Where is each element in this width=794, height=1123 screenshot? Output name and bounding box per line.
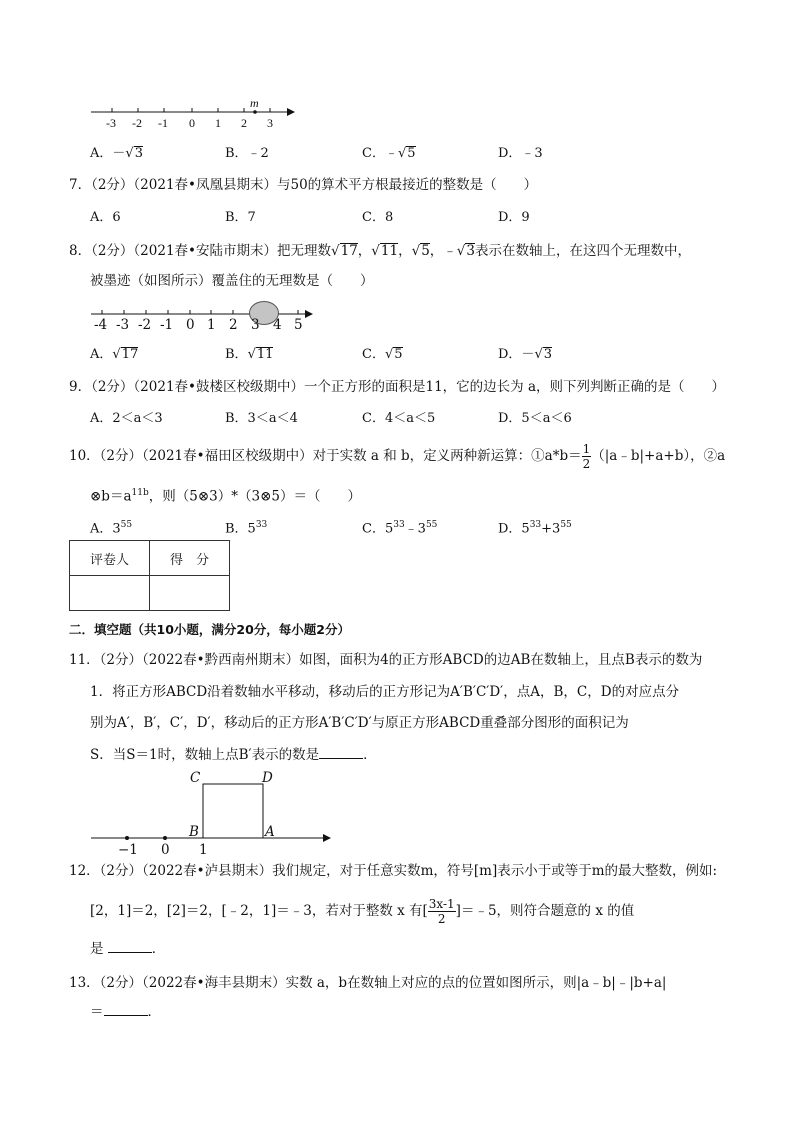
q10-option-b[interactable] (225, 516, 267, 538)
sqrt-symbol: √ (247, 347, 256, 362)
q6-tick: 1 (215, 116, 221, 130)
q7-option-a[interactable]: A．6 (90, 210, 121, 225)
fraction (428, 897, 456, 926)
q8-tick: 4 (273, 317, 282, 333)
score-table (69, 540, 230, 611)
vertex-label-b: B (189, 824, 199, 840)
q8-option-b[interactable] (225, 346, 273, 364)
tick-label-zero: 0 (161, 842, 170, 858)
denominator: 2 (437, 912, 446, 926)
option-label: B． (225, 347, 248, 362)
q12-line1: 12．（2分）（2022春•泸县期末）我们规定，对于任意实数m，符号[m]表示小于或等于m的最大整数，例如: (69, 863, 718, 879)
q8-tick: -4 (94, 317, 108, 333)
option-mid: ﹣3 (404, 521, 426, 537)
denominator: 2 (582, 457, 591, 471)
exponent: 55 (560, 520, 572, 530)
q8-stem-line1 (69, 242, 691, 260)
option-label: A．－ (90, 146, 126, 161)
sqrt-symbol: √ (534, 347, 543, 362)
radicand: 17 (121, 347, 139, 362)
q9-option-c[interactable]: C．4＜a＜5 (362, 411, 436, 426)
stem-text: 10．（2分）（2021春•福田区校级期中）对于实数 a 和 b，定义两种新运算：①a*b＝ (69, 448, 582, 464)
numerator: 3x-1 (428, 897, 455, 911)
sqrt-symbol: √ (371, 243, 380, 259)
radicand: 11 (256, 347, 274, 362)
q6-tick: 0 (189, 116, 195, 130)
answer-blank[interactable] (104, 1003, 148, 1016)
q6-option-b[interactable]: B．﹣2 (225, 146, 269, 161)
q8-tick: -2 (138, 317, 152, 333)
q10-stem-line1 (69, 442, 725, 471)
q6-tick: -2 (132, 116, 142, 130)
q6-tick: -1 (158, 116, 168, 130)
answer-blank[interactable] (319, 746, 363, 759)
q9-option-d[interactable]: D．5＜a＜6 (498, 411, 572, 426)
q10-stem-line2 (90, 484, 361, 506)
q11-line4 (90, 746, 377, 764)
q8-tick: -1 (160, 317, 174, 333)
q8-option-c[interactable] (362, 346, 403, 364)
sqrt-symbol: √ (331, 243, 340, 259)
exponent: 11b (131, 488, 149, 498)
q9-stem: 9．（2分）（2021春•鼓楼区校级期中）一个正方形的面积是11，它的边长为 a，则下列判断正确的是（ ） (69, 379, 726, 395)
stem-text: 表示在数轴上，在这四个无理数中， (475, 243, 691, 259)
q11-line2: 1．将正方形ABCD沿着数轴水平移动，移动后的正方形记为A′B′C′D′，点A，B，C，D的对应点分 (90, 684, 680, 700)
q12-line2 (90, 897, 634, 926)
q8-tick: 0 (186, 317, 195, 333)
option-base: C．5 (362, 521, 394, 537)
exponent: 55 (425, 520, 438, 530)
score-header: 得 分 (150, 541, 230, 576)
grader-cell[interactable] (70, 576, 150, 611)
option-base: A．3 (90, 521, 121, 537)
q10-option-d[interactable] (498, 516, 572, 538)
stem-text: S．当S＝1时，数轴上点B′表示的数是 (90, 747, 320, 763)
sqrt-symbol: √ (411, 243, 421, 259)
q8-tick: 3 (251, 317, 260, 333)
q13-line2 (90, 1003, 161, 1021)
q7-stem: 7．（2分）（2021春•凤凰县期末）与50的算术平方根最接近的整数是（ ） (69, 177, 538, 193)
sqrt-symbol: √ (125, 146, 134, 161)
option-mid: +3 (541, 521, 561, 537)
stem-text: ． (363, 747, 377, 763)
vertex-label-c: C (190, 770, 201, 786)
q6-option-c[interactable] (362, 145, 416, 163)
stem-text: ＝ (90, 1004, 104, 1020)
sqrt-symbol: √ (397, 146, 407, 161)
q10-option-a[interactable] (90, 516, 132, 538)
section-title: 二．填空题（共10小题，满分20分，每小题2分） (69, 622, 350, 637)
q7-option-c[interactable]: C．8 (362, 210, 394, 225)
option-base: B．5 (225, 521, 256, 537)
stem-text: （|a﹣b|+a+b），②a (591, 448, 726, 464)
q6-point-label: m (250, 96, 259, 110)
exponent: 33 (529, 520, 542, 530)
exponent: 33 (255, 520, 268, 530)
q7-option-b[interactable]: B．7 (225, 210, 256, 225)
q13-line1: 13．（2分）（2022春•海丰县期末）实数 a，b在数轴上对应的点的位置如图所示，则|a﹣b|﹣|b+a| (69, 975, 667, 991)
radicand: 17 (340, 243, 358, 259)
radicand: 5 (421, 243, 430, 259)
q11-line1: 11．（2分）（2022春•黔西南州期末）如图，面积为4的正方形ABCD的边AB在数轴上，且点B表示的数为 (69, 652, 703, 668)
q12-line3 (90, 940, 165, 958)
stem-text: 8．（2分）（2021春•安陆市期末）把无理数 (69, 243, 331, 259)
stem-text: ，则（5⊗3）*（3⊗5）＝（ ） (148, 488, 361, 505)
exponent: 33 (393, 520, 405, 530)
fraction (582, 442, 592, 471)
sqrt-symbol: √ (112, 347, 121, 362)
exponent: 55 (120, 520, 133, 530)
q9-option-a[interactable]: A．2＜a＜3 (90, 411, 163, 426)
stem-text: ]＝﹣5，则符合题意的 x 的值 (455, 903, 635, 919)
radicand: 3 (543, 347, 553, 362)
separator: ，﹣ (429, 243, 457, 259)
q6-tick: -3 (106, 116, 116, 130)
stem-text: ． (147, 1004, 161, 1020)
tick-label-one: 1 (199, 842, 208, 858)
option-base: D．5 (498, 521, 530, 537)
q6-tick: 2 (241, 116, 247, 130)
sqrt-symbol: √ (456, 243, 466, 259)
radicand: 3 (466, 243, 475, 259)
q8-stem-line2: 被墨迹（如图所示）覆盖住的无理数是（ ） (90, 273, 374, 289)
q10-option-c[interactable] (362, 516, 437, 538)
radicand: 5 (407, 146, 416, 161)
grader-header: 评卷人 (70, 541, 150, 576)
q11-line3: 别为A′，B′，C′，D′，移动后的正方形A′B′C′D′与原正方形ABCD重叠部分图形的面积记为 (90, 715, 629, 731)
q7-option-d[interactable]: D．9 (498, 210, 530, 225)
stem-text: ⊗b＝a (90, 488, 132, 505)
tick-label-minus-one: −1 (118, 842, 138, 858)
q8-tick: 2 (229, 317, 238, 333)
q8-option-a[interactable] (90, 346, 138, 364)
answer-blank[interactable] (108, 940, 152, 953)
option-label: A． (90, 347, 113, 362)
q8-tick: 1 (207, 317, 216, 333)
stem-text: ． (151, 941, 166, 957)
radicand: 5 (394, 347, 403, 362)
stem-text: [2，1]＝2，[2]＝2，[﹣2，1]＝﹣3，若对于整数 x 有[ (90, 903, 428, 919)
separator: ， (357, 243, 372, 259)
vertex-label-a: A (265, 824, 275, 840)
q8-tick: 5 (294, 317, 303, 333)
q6-option-d[interactable]: D．﹣3 (498, 146, 543, 161)
q6-option-a[interactable] (90, 145, 143, 163)
radicand: 3 (134, 146, 143, 161)
radicand: 11 (380, 243, 399, 259)
option-label: C． (362, 347, 385, 362)
q9-option-b[interactable]: B．3＜a＜4 (225, 411, 298, 426)
score-cell[interactable] (150, 576, 230, 611)
sqrt-symbol: √ (384, 347, 394, 362)
vertex-label-d: D (262, 770, 273, 786)
q6-tick: 3 (267, 116, 273, 130)
option-label: C．﹣ (362, 146, 398, 161)
option-label: D．－ (498, 347, 535, 362)
q8-tick: -3 (116, 317, 130, 333)
stem-text: 是 (90, 941, 104, 957)
separator: ， (398, 243, 412, 259)
q8-option-d[interactable] (498, 346, 552, 364)
numerator: 1 (582, 442, 591, 456)
